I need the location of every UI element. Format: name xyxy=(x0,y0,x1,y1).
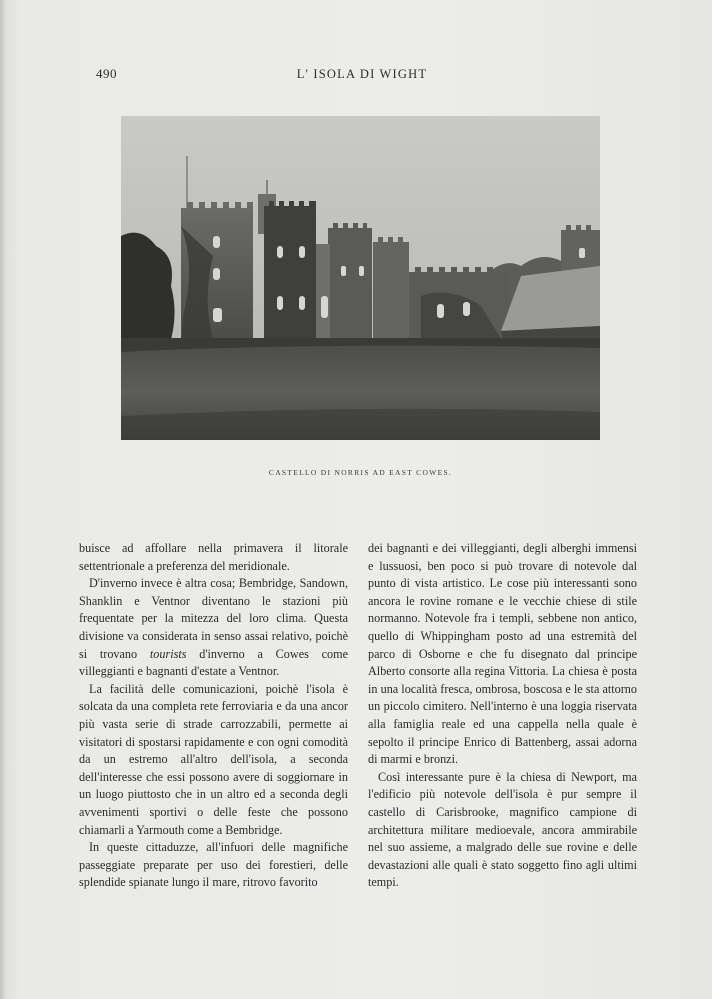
page-edge-shadow xyxy=(0,0,6,999)
left-paragraph-4: In queste cittaduzze, all'infuori delle magnifiche passeggiate preparate per uso dei forestieri, delle splendide spianate lungo il mare, ritrovo favorito xyxy=(79,840,348,890)
page-header xyxy=(96,66,604,86)
right-column xyxy=(368,540,637,892)
castle-photo-illustration xyxy=(121,116,600,440)
left-paragraph-1: buisce ad affollare nella primavera il litorale settentrionale a preferenza del meridionale. xyxy=(79,541,348,573)
left-paragraph-2 xyxy=(79,575,348,681)
left-column xyxy=(79,540,348,892)
running-title: L' ISOLA DI WIGHT xyxy=(296,67,428,81)
tourists-italic: tourists xyxy=(149,646,187,661)
right-paragraph-2: Così interessante pure è la chiesa di Newport, ma l'edificio più notevole dell'isola è pur sempre il castello di Carisbrooke, magnifico campione di architettura militare medioevale, ancora ammirabile nel suo assieme, a malgrado delle sue rovine e delle devastazioni alle quali è stato soggetto fino agli ultimi tempi. xyxy=(368,769,637,890)
castle-photograph xyxy=(121,116,600,440)
body-text-columns xyxy=(79,540,637,892)
left-paragraph-2-text-a: D'inverno invece è altra cosa; Bembridge, Sandown, Shanklin e Ventnor diventano le stazioni più frequentate per la mitezza del loro clima. Questa divisione va considerata in senso assai relativo, poichè si trovano xyxy=(79,576,348,661)
figure-caption: CASTELLO DI NORRIS AD EAST COWES. xyxy=(268,468,453,477)
right-paragraph-1: dei bagnanti e dei villeggianti, degli alberghi immensi e lussuosi, ben poco si può trovare di notevole dal punto di vista artistico. Le cose più interessanti sono ancora le rovine romane e le vecchie chiese di stile normanno. Notevole fra i templi, sebbene non antico, quello di Whippingham posto ad una estremità del parco di Osborne e che fu disegnato dal principe Alberto consorte alla regina Vittoria. La chiesa è posta in una località fresca, ombrosa, boscosa e le sta attorno un piccolo cimitero. Nell'interno è una loggia riservata alla famiglia reale ed una cappella nella quale è sepolto il principe Enrico di Battenberg, assai adorna di marmi e bronzi. xyxy=(368,541,637,767)
page-number: 490 xyxy=(96,66,117,81)
left-paragraph-3: La facilità delle comunicazioni, poichè l'isola è solcata da una completa rete ferroviaria e da una ancor più vasta serie di strade carrozzabili, permette ai visitatori di spostarsi rapidamente e con ogni comodità da un estremo all'altro dell'isola, a seconda dell'interesse che essi possono avere di soggiornare in un luogo piuttosto che in un altro ed a seconda degli avvenimenti sportivi o delle feste che possono chiamarli a Yarmouth come a Bembridge. xyxy=(79,681,348,837)
left-paragraph-2-text-b: d'inverno a Cowes come villeggianti e bagnanti d'estate a Ventnor. xyxy=(79,646,349,679)
